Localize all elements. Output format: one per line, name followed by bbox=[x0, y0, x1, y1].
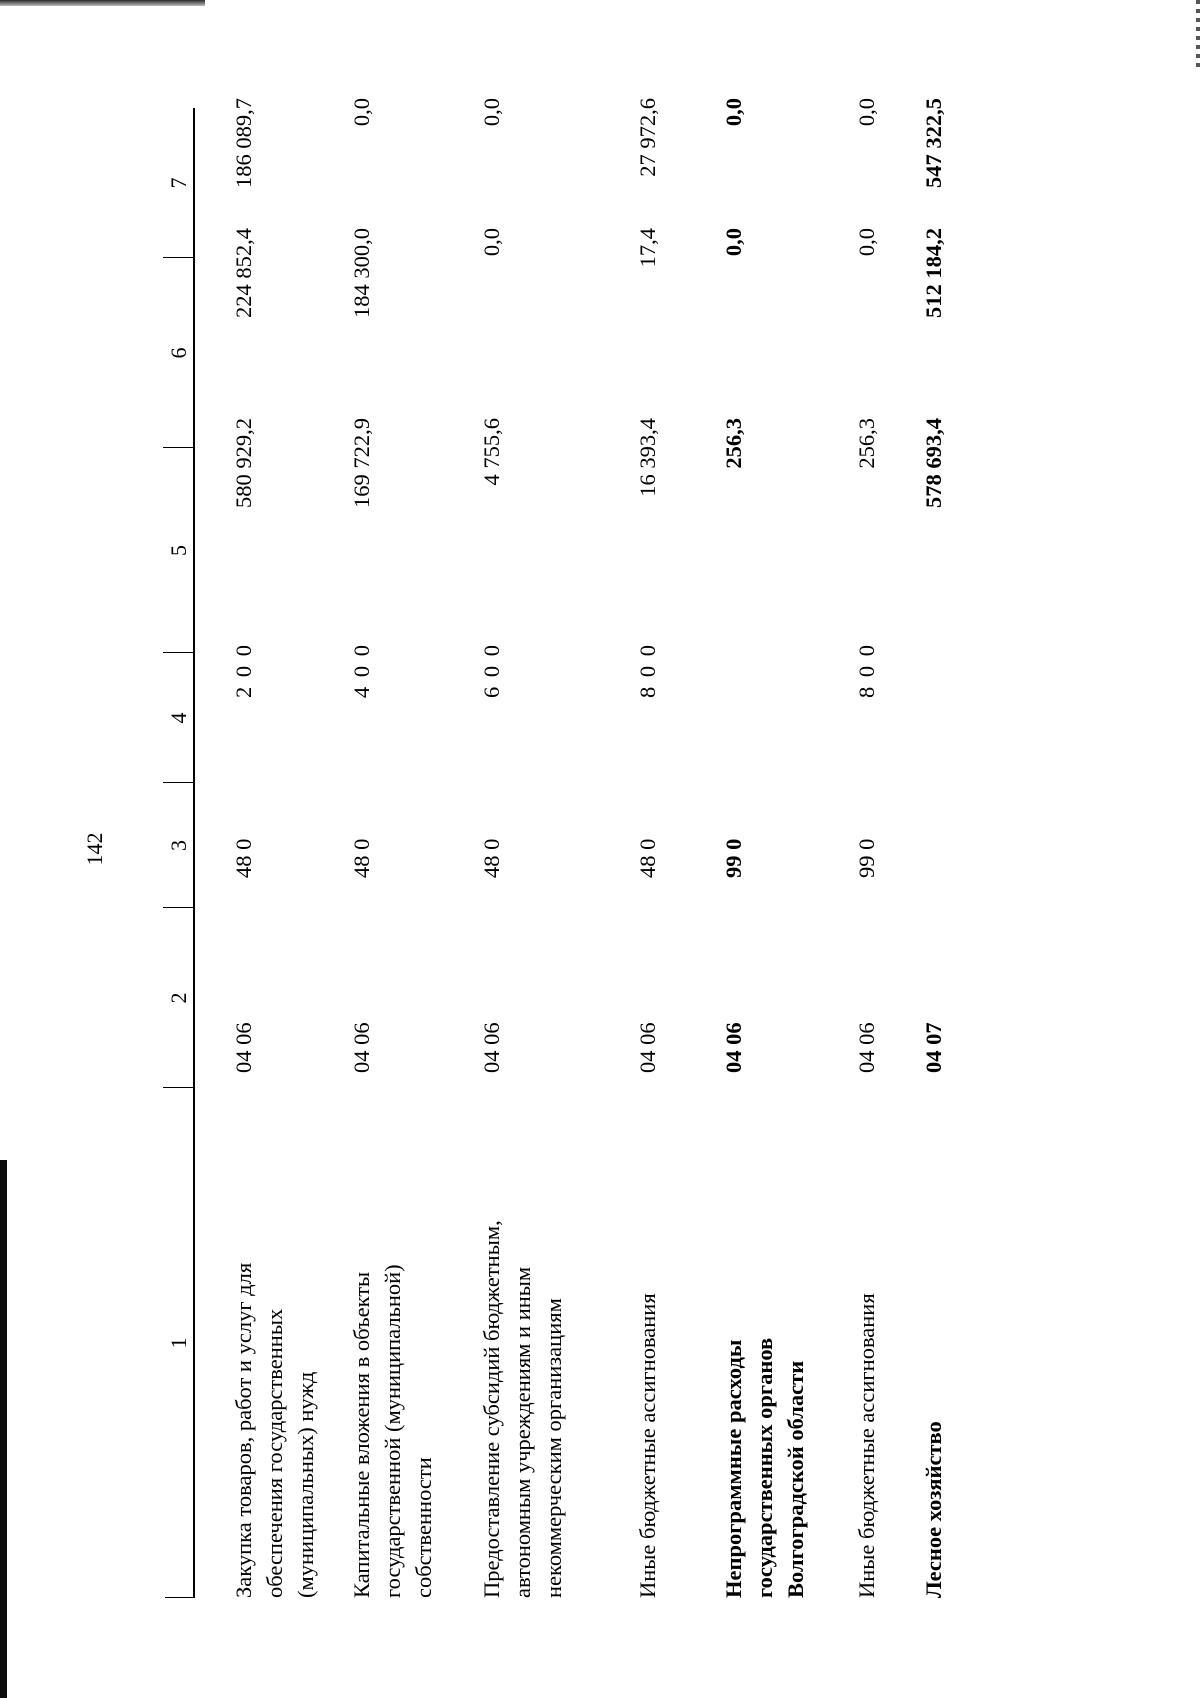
row-value-col6: 0,0 bbox=[479, 228, 504, 257]
row-value-col5: 578 693,4 bbox=[921, 418, 946, 508]
row-target-code: 48 0 bbox=[479, 838, 504, 878]
row-value-col6: 512 184,2 bbox=[921, 228, 946, 318]
row-target-code: 99 0 bbox=[854, 838, 879, 878]
row-section: 04 06 bbox=[349, 1022, 374, 1073]
row-section: 04 07 bbox=[921, 1022, 946, 1073]
column-header-2: 2 bbox=[166, 992, 191, 1004]
row-expense-type: 4 0 0 bbox=[349, 643, 374, 698]
row-target-code: 48 0 bbox=[231, 838, 256, 878]
row-section: 04 06 bbox=[854, 1022, 879, 1073]
row-value-col6: 224 852,4 bbox=[231, 228, 256, 318]
row-section: 04 06 bbox=[635, 1022, 660, 1073]
row-value-col7: 547 322,5 bbox=[921, 98, 946, 188]
row-value-col6: 17,4 bbox=[635, 228, 660, 268]
row-section: 04 06 bbox=[479, 1022, 504, 1073]
row-expense-type: 2 0 0 bbox=[231, 643, 256, 698]
row-section: 04 06 bbox=[231, 1022, 256, 1073]
row-value-col7: 0,0 bbox=[479, 98, 504, 127]
row-value-col6: 0,0 bbox=[854, 228, 879, 257]
row-value-col6: 184 300,0 bbox=[349, 228, 374, 318]
row-target-code: 48 0 bbox=[635, 838, 660, 878]
row-value-col7: 0,0 bbox=[721, 98, 746, 127]
column-header-4: 4 bbox=[166, 712, 191, 724]
column-header-5: 5 bbox=[166, 545, 191, 556]
column-header-7: 7 bbox=[166, 177, 191, 189]
row-expense-type: 6 0 0 bbox=[479, 643, 504, 698]
row-value-col5: 580 929,2 bbox=[231, 418, 256, 508]
row-name: Закупка товаров, работ и услуг для обеспечения государственных (муниципальных) нужд bbox=[231, 1262, 318, 1598]
row-name: Предоставление субсидий бюджетным, автономным учреждениям и иным некоммерческим организациям bbox=[479, 1220, 566, 1598]
row-name: Непрограммные расходы государственных органов Волгоградской области bbox=[721, 1337, 808, 1598]
row-value-col7: 0,0 bbox=[854, 98, 879, 127]
column-header-6: 6 bbox=[166, 347, 191, 359]
row-value-col7: 0,0 bbox=[349, 98, 374, 127]
row-name: Иные бюджетные ассигнования bbox=[635, 1293, 660, 1598]
page-number: 142 bbox=[82, 832, 107, 866]
row-section: 04 06 bbox=[721, 1022, 746, 1073]
row-expense-type: 8 0 0 bbox=[635, 643, 660, 698]
column-header-1: 1 bbox=[166, 1337, 191, 1349]
row-value-col5: 256,3 bbox=[721, 418, 746, 469]
row-value-col7: 27 972,6 bbox=[635, 98, 660, 177]
row-value-col7: 186 089,7 bbox=[231, 98, 256, 188]
row-value-col5: 16 393,4 bbox=[635, 418, 660, 497]
row-value-col5: 4 755,6 bbox=[479, 418, 504, 486]
row-target-code: 99 0 bbox=[721, 838, 746, 878]
row-name: Капитальные вложения в объекты государственной (муниципальной) собственности bbox=[349, 1264, 436, 1598]
row-value-col5: 256,3 bbox=[854, 418, 879, 469]
row-value-col6: 0,0 bbox=[721, 228, 746, 257]
row-name: Иные бюджетные ассигнования bbox=[854, 1293, 879, 1598]
row-name: Лесное хозяйство bbox=[921, 1421, 946, 1598]
column-header-3: 3 bbox=[166, 840, 191, 851]
row-expense-type: 8 0 0 bbox=[854, 643, 879, 698]
row-target-code: 48 0 bbox=[349, 838, 374, 878]
row-value-col5: 169 722,9 bbox=[349, 418, 374, 508]
